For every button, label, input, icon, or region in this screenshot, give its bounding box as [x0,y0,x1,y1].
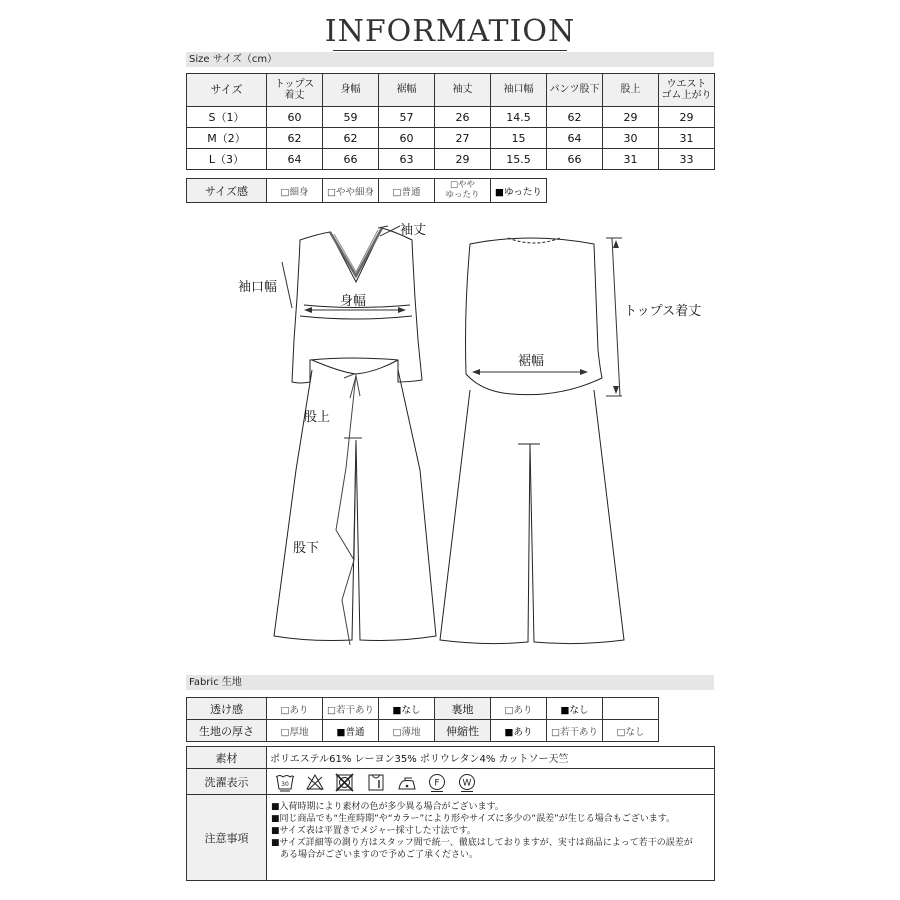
size-cell: 62 [267,128,323,149]
size-cell: 15 [491,128,547,149]
size-section-label: Size サイズ（cm） [186,52,714,67]
size-row-s [187,107,715,128]
fit-option-regular: □普通 [379,179,435,203]
label-cuff-width: 袖口幅 [238,280,278,295]
washing-label: 洗濯表示 [187,769,267,795]
fit-option-loose: ■ゆったり [491,179,547,203]
line-dry-icon [369,775,383,790]
size-cell: 66 [323,149,379,170]
fit-option-slim: □細身 [267,179,323,203]
size-row-m [187,128,715,149]
note-line: ■同じ商品でも“生産時期”や“カラー”により形やサイズに多少の“誤差”が生じる場合もございます。 [271,814,676,824]
notes-label: 注意事項 [187,795,267,881]
back-pants-outline [440,390,624,644]
size-header-cuff-width: 袖口幅 [491,74,547,107]
no-tumble-dry-icon [336,774,353,791]
size-cell: 64 [547,128,603,149]
size-cell: M（2） [187,128,267,149]
size-cell: 60 [267,107,323,128]
notes-content [267,795,715,881]
wash-temperature: 30 [281,780,289,788]
size-cell: 29 [603,107,659,128]
size-cell: 27 [435,128,491,149]
washing-symbols [267,769,715,795]
title-underline [333,50,567,51]
size-header-size: サイズ [187,74,267,107]
note-line: ある場合がございますので予めご了承ください。 [271,850,479,860]
note-line: ■サイズ詳細等の測り方はスタッフ間で統一、徹底はしておりますが、実寸は商品によって若干の誤差が [271,838,693,848]
front-pants-outline [274,370,436,645]
thickness-option: □厚地 [267,720,323,742]
back-top-outline [466,238,603,395]
size-header-sleeve-length: 袖丈 [435,74,491,107]
label-body-width: 身幅 [340,294,367,309]
thickness-option: □薄地 [379,720,435,742]
lining-option: ■なし [547,698,603,720]
no-bleach-icon [307,775,323,790]
dry-clean-f-icon [430,774,445,791]
sheerness-option: □若干あり [323,698,379,720]
size-cell: 59 [323,107,379,128]
size-cell: 66 [547,149,603,170]
fabric-section-label: Fabric 生地 [186,675,714,690]
stretch-option: ■あり [491,720,547,742]
size-header-hem-width: 裾幅 [379,74,435,107]
page-title: INFORMATION [324,14,576,49]
sheerness-option: ■なし [379,698,435,720]
size-cell: 30 [603,128,659,149]
size-cell: 31 [603,149,659,170]
size-cell: 62 [547,107,603,128]
details-table [186,746,715,881]
lining-option-empty [603,698,659,720]
note-line: ■入荷時期により素材の色が多少異る場合がございます。 [271,802,504,812]
size-cell: 26 [435,107,491,128]
material-value: ポリエステル61% レーヨン35% ポリウレタン4% カットソー天竺 [267,747,715,769]
size-cell: 31 [659,128,715,149]
stretch-label: 伸縮性 [435,720,491,742]
note-line: ■サイズ表は平置きでメジャー採寸した寸法です。 [271,826,476,836]
size-header-waist: ウエスト ゴム上がり [659,74,715,107]
sheerness-option: □あり [267,698,323,720]
size-cell: 29 [435,149,491,170]
label-tops-length: トップス着丈 [624,304,702,319]
fabric-table [186,697,659,742]
size-cell: 60 [379,128,435,149]
size-header-inseam: パンツ股下 [547,74,603,107]
size-cell: 14.5 [491,107,547,128]
label-hem-width: 裾幅 [518,354,545,369]
size-cell: 63 [379,149,435,170]
label-rise: 股上 [304,410,331,425]
fit-option-slightly-loose: □やや ゆったり [435,179,491,203]
fit-label: サイズ感 [187,179,267,203]
size-cell: 62 [323,128,379,149]
sheerness-label: 透け感 [187,698,267,720]
care-symbols [273,771,513,793]
svg-text:W: W [462,778,472,788]
material-label: 素材 [187,747,267,769]
stretch-option: □若干あり [547,720,603,742]
size-header-row [187,74,715,107]
fit-option-slightly-slim: □やや細身 [323,179,379,203]
wet-clean-w-icon [460,774,475,791]
lining-label: 裏地 [435,698,491,720]
stretch-option: □なし [603,720,659,742]
label-inseam: 股下 [293,541,320,556]
size-cell: S（1） [187,107,267,128]
thickness-option: ■普通 [323,720,379,742]
size-row-l [187,149,715,170]
measurement-lines [282,226,622,560]
size-cell: 57 [379,107,435,128]
size-cell: 15.5 [491,149,547,170]
label-sleeve-length: 袖丈 [400,223,427,238]
lining-option: □あり [491,698,547,720]
wash-tub-icon [276,775,294,791]
size-cell: 64 [267,149,323,170]
fit-table [186,178,547,203]
size-table [186,73,715,170]
size-header-body-width: 身幅 [323,74,379,107]
size-cell: L（3） [187,149,267,170]
iron-icon [399,778,415,789]
size-cell: 29 [659,107,715,128]
size-cell: 33 [659,149,715,170]
size-header-tops-length: トップス 着丈 [267,74,323,107]
size-header-rise: 股上 [603,74,659,107]
svg-text:F: F [434,778,440,788]
thickness-label: 生地の厚さ [187,720,267,742]
